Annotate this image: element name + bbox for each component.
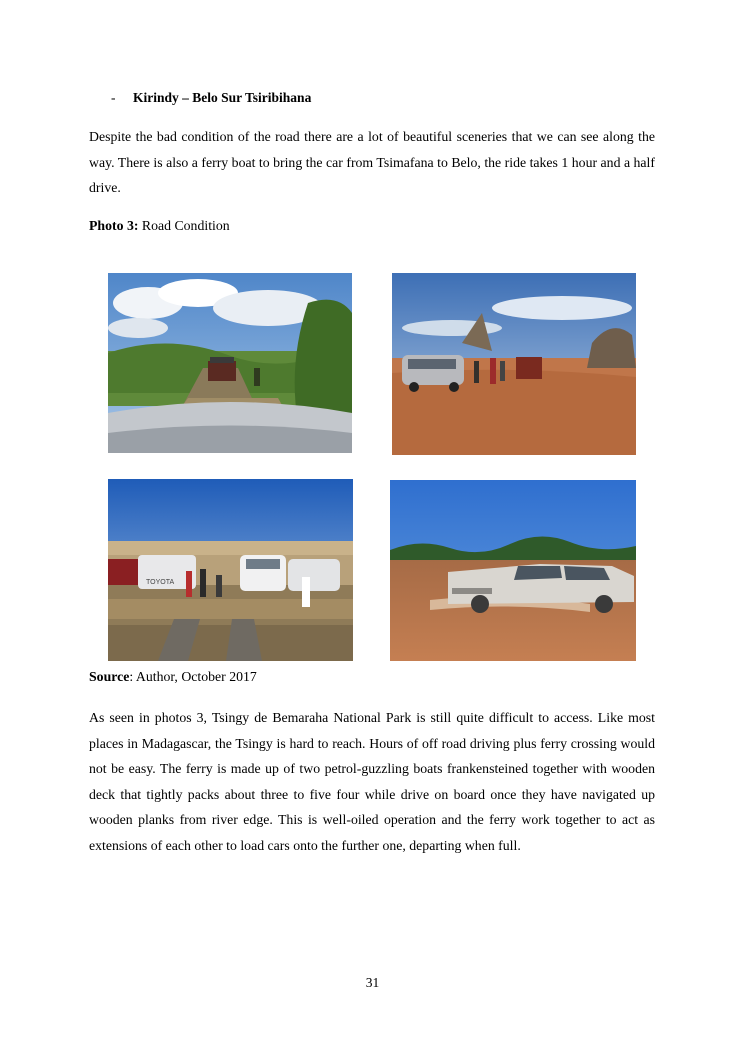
photo-flooded-road xyxy=(108,273,352,453)
intro-paragraph: Despite the bad condition of the road there are a lot of beautiful sceneries that we can see along the way. There is also a ferry boat to bring the car from Tsimafana to Belo, the ride takes 1 hour and a half drive. xyxy=(89,129,655,196)
toyota-badge-text: TOYOTA xyxy=(146,579,175,586)
photo-caption xyxy=(89,218,230,234)
photo-ferry-loading xyxy=(108,479,353,661)
source-text: : Author, October 2017 xyxy=(129,669,257,684)
bullet-dash: - xyxy=(111,90,116,105)
source-label: Source xyxy=(89,669,130,684)
photo-river-crossing xyxy=(390,480,636,661)
page-number: 31 xyxy=(365,975,380,990)
body-paragraph: As seen in photos 3, Tsingy de Bemaraha National Park is still quite difficult to access. Like most places in Madagascar, the Tsingy is hard to reach. Hours of off road driving plus ferry crossing would not be easy. The ferry is made up of two petrol-guzzling boats frankensteined together with wooden deck that tightly packs about three to five four while drive on board once they have navigated up wooden planks from river edge. This is well-oiled operation and the ferry work together to act as extensions of each other to load cars onto the further one, departing when full. xyxy=(89,710,655,853)
source-caption xyxy=(89,669,257,685)
section-heading xyxy=(111,90,311,106)
section-title: Kirindy – Belo Sur Tsiribihana xyxy=(133,90,312,105)
photo-caption-text: Road Condition xyxy=(138,218,230,233)
photo-sandy-road xyxy=(392,273,636,455)
photo-caption-label: Photo 3: xyxy=(89,218,139,233)
